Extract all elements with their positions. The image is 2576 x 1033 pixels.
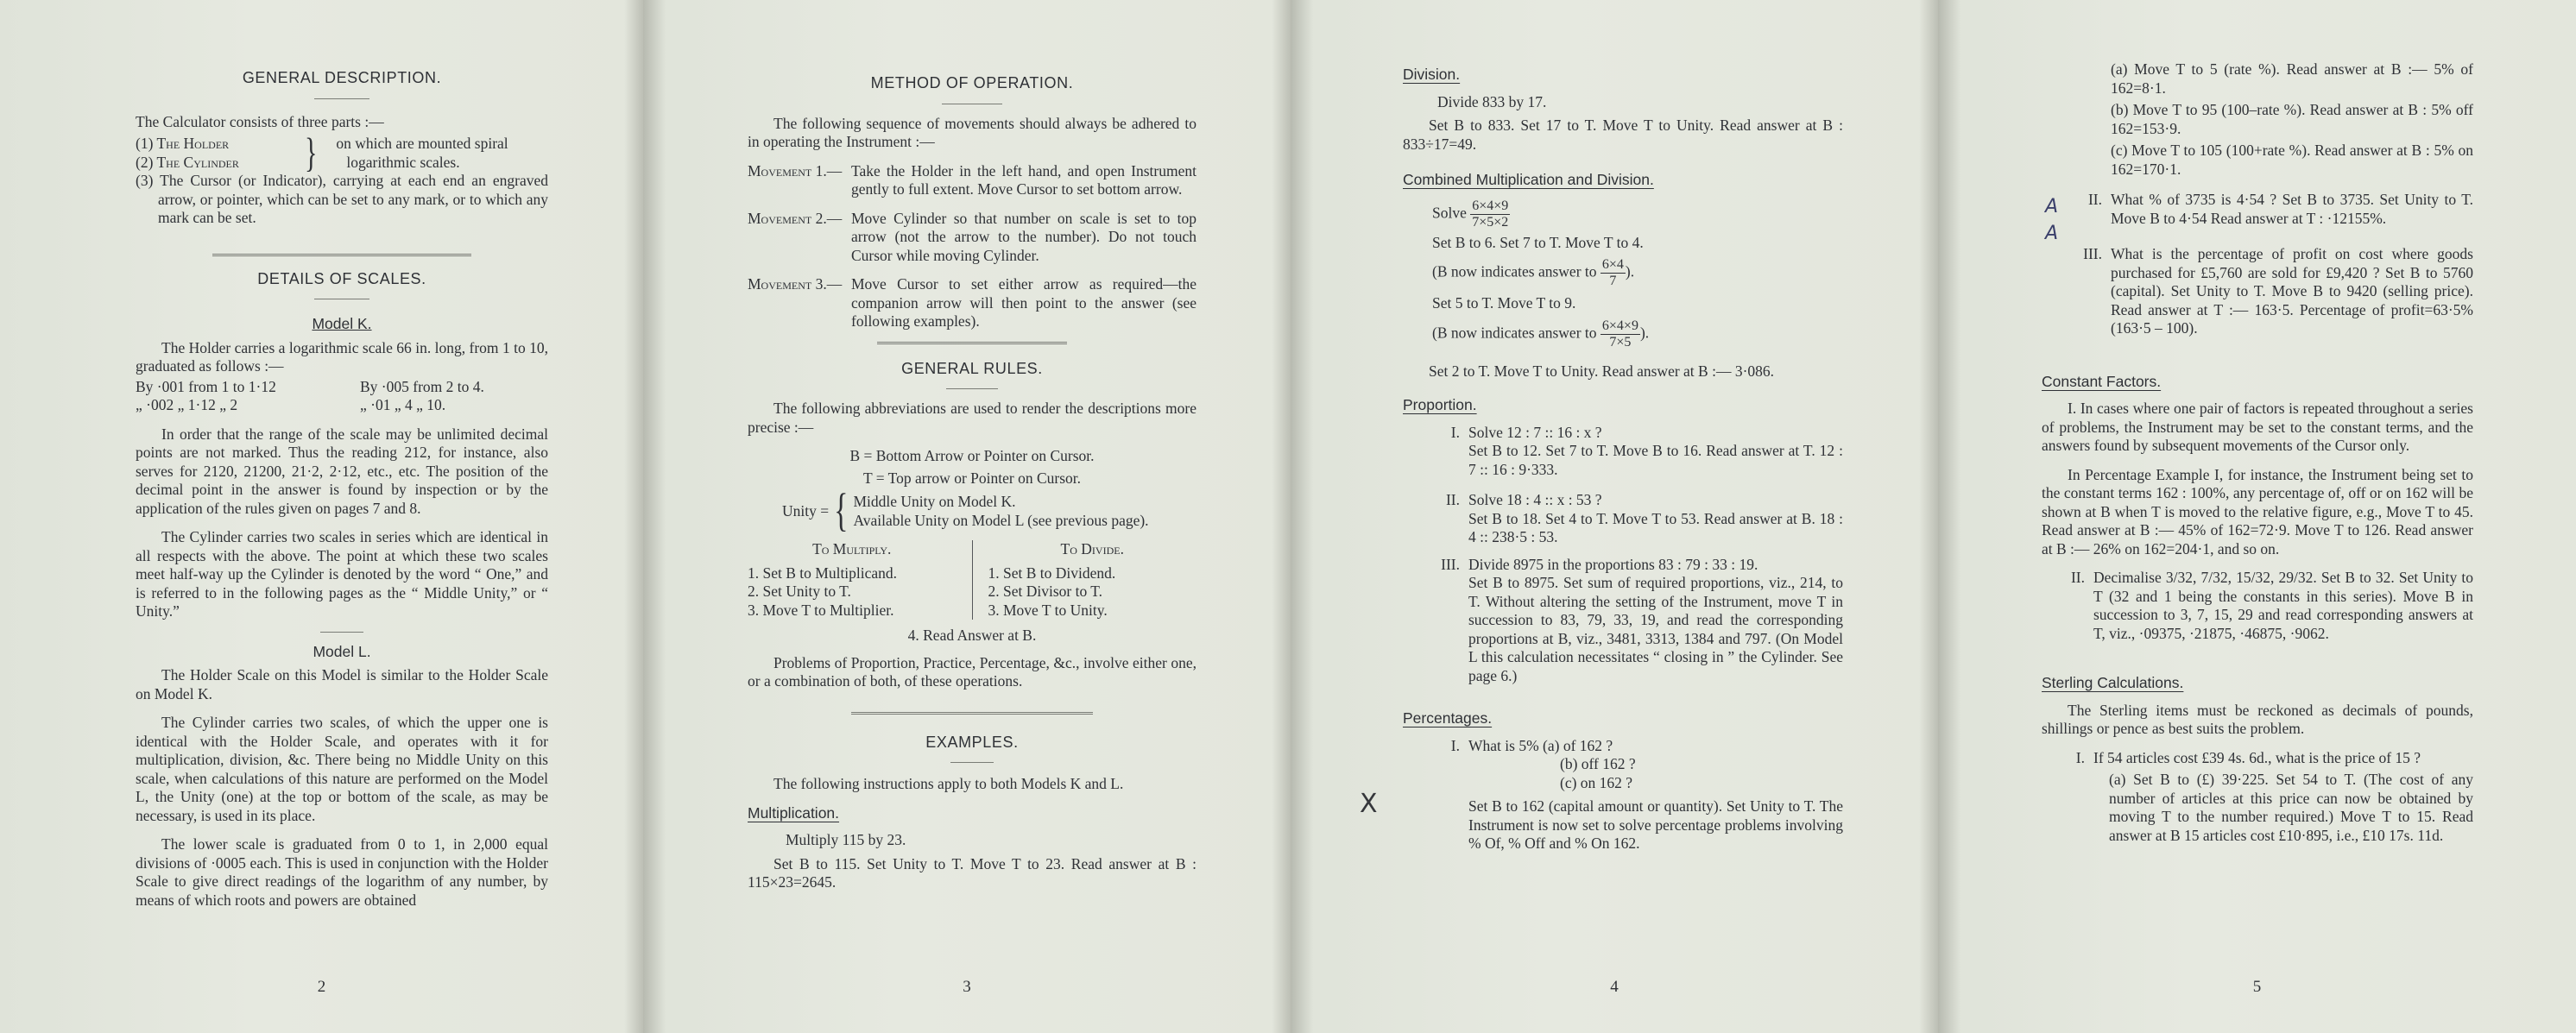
divide-step: 2. Set Divisor to T. bbox=[988, 583, 1103, 600]
intro-text: The Calculator consists of three parts :— bbox=[136, 112, 384, 130]
pencil-a-mark: A bbox=[2045, 223, 2059, 244]
heading-details-of-scales: DETAILS OF SCALES. bbox=[257, 269, 426, 287]
division-answer: Set B to 833. Set 17 to T. Move T to Unity. Read answer at B : 833÷17=49. bbox=[1403, 117, 1843, 153]
part-holder-desc: on which are mounted spiral bbox=[336, 135, 508, 152]
sterling-text: The Sterling items must be reckoned as decimals of pounds, shillings or pence as best suits the problem. bbox=[2042, 701, 2473, 737]
heading-percentages: Percentages. bbox=[1403, 709, 1493, 727]
heading-constant-factors: Constant Factors. bbox=[2042, 372, 2162, 390]
combined-step: Set B to 6. Set 7 to T. Move T to 4. bbox=[1432, 233, 1644, 251]
abbreviations-text: The following abbreviations are used to render the descriptions more precise :— bbox=[748, 400, 1196, 436]
heading-to-multiply: To Multiply. bbox=[812, 540, 892, 557]
percent-example-2: II. What % of 3735 is 4·54 ? Set B to 3735. Set Unity to T. Move B to 4·54 Read answer at T : ·12155%. bbox=[2087, 191, 2473, 227]
part-cylinder-desc: logarithmic scales. bbox=[346, 153, 460, 171]
b-definition: B = Bottom Arrow or Pointer on Cursor. bbox=[849, 447, 1095, 464]
division-example: Divide 833 by 17. bbox=[1437, 92, 1547, 110]
scale-row-2: „ ·002 „ 1·12 „ 2 „ ·01 „ 4 „ 10. bbox=[136, 396, 446, 413]
rules-columns bbox=[748, 540, 1196, 620]
multiply-step: 2. Set Unity to T. bbox=[748, 583, 851, 600]
divide-step: 1. Set B to Dividend. bbox=[988, 564, 1116, 582]
page-5 bbox=[1938, 0, 2576, 1033]
proportion-1: I. Solve 12 : 7 :: 16 : x ? Set B to 12. Set 7 to T. Move B to 16. Read answer at T. 12 : 7 :: 16 : 9·333. bbox=[1450, 423, 1843, 478]
percent-answer-a: (a) Move T to 5 (rate %). Read answer at B :— 5% of 162=8·1. bbox=[2111, 60, 2473, 97]
pencil-x-mark: X bbox=[1360, 789, 1378, 819]
divider bbox=[851, 712, 1093, 715]
fraction: $\frac{6\times 4\times 9}{7\times 5\times 2}$ bbox=[1472, 198, 1509, 230]
page-content bbox=[1403, 66, 1843, 864]
page-content bbox=[136, 60, 548, 920]
heading-division: Division. bbox=[1403, 66, 1461, 83]
heading-to-divide: To Divide. bbox=[1060, 540, 1124, 557]
follow-text: The following instructions apply to both Models K and L. bbox=[773, 775, 1124, 792]
movement-3: Movement 3.— Move Cursor to set either arrow as required—the companion arrow will then point to the answer (see following examples). bbox=[748, 275, 1196, 330]
combined-step: (B now indicates answer to $\frac{6\times 4}{7}$ ). bbox=[1432, 257, 1635, 288]
multiply-step: 1. Set B to Multiplicand. bbox=[748, 564, 898, 582]
heading-combined: Combined Multiplication and Division. bbox=[1403, 171, 1654, 188]
sequence-text: The following sequence of movements should always be adhered to in operating the Instrument :— bbox=[748, 114, 1196, 150]
unity-definition: Unity = { Middle Unity on Model K. Available Unity on Model L (see previous page). bbox=[782, 485, 1149, 537]
problems-text: Problems of Proportion, Practice, Percentage, &c., involve either one, or a combination of both, of these operations. bbox=[748, 653, 1196, 690]
lower-scale-text: The lower scale is graduated from 0 to 1, in 2,000 equal divisions of ·0005 each. This is used in conjunction with the Holder Scale to give direct readings of the logarithm of any number, by means of which roots and powers are obtained bbox=[136, 835, 548, 909]
percent-example-3: III. What is the percentage of profit on cost where goods purchased for £5,760 are sold for £9,420 ? Set B to 5760 (capital). Set Unity to T. Move B to 9420 (selling price). Read answer at T :— 163·5. Percentage of profit=63·5% (163·5 – 100). bbox=[2083, 245, 2473, 337]
proportion-3: III. Divide 8975 in the proportions 83 : 79 : 33 : 19. Set B to 8975. Set sum of required proportions, viz., 214, to T. Without altering the setting of the Instrument, move T in succession to 83, 79, 33, 19, and read the corresponding proportions at B, viz., 3481, 3313, 1384 and 797. (On Model L this calculation necessitates “ closing in ” the Cylinder. See page 6.) bbox=[1441, 555, 1843, 684]
step-4: 4. Read Answer at B. bbox=[907, 627, 1037, 644]
part-cylinder: (2) The Cylinder bbox=[136, 153, 239, 171]
t-definition: T = Top arrow or Pointer on Cursor. bbox=[862, 469, 1081, 487]
combined-answer: Set 2 to T. Move T to Unity. Read answer at B :— 3·086. bbox=[1429, 362, 1775, 380]
cylinder-l-text: The Cylinder carries two scales, of which the upper one is identical with the Holder Scale, and operates with it for multiplication, division, &c. There being no Middle Unity on this scale, when calculations of this nature are performed on the Model L, the Unity (one) at the top or bottom of the scale, as may be necessary, is used in its place. bbox=[136, 714, 548, 824]
constant-text-1: I. In cases where one pair of factors is repeated throughout a series of problems, the Instrument may be set to the constant terms, and the answers found by subsequent movements of the Cursor only. bbox=[2042, 400, 2473, 454]
divider bbox=[946, 388, 998, 389]
heading-general-description: GENERAL DESCRIPTION. bbox=[242, 69, 442, 86]
heading-proportion: Proportion. bbox=[1403, 396, 1477, 413]
part-holder: (1) The Holder bbox=[136, 135, 230, 152]
column-divider bbox=[972, 540, 973, 620]
multiplication-example: Multiply 115 by 23. bbox=[786, 831, 906, 848]
page-content bbox=[748, 66, 1196, 903]
pencil-a-mark: A bbox=[2045, 196, 2059, 217]
fraction: $\frac{6\times 4\times 9}{7\times 5}$ bbox=[1601, 318, 1638, 350]
part-cursor: (3) The Cursor (or Indicator), carrying at each end an engraved arrow, or pointer, which can be set to any mark, or to which any mark can be set. bbox=[136, 172, 548, 226]
page-number: 5 bbox=[2252, 978, 2262, 996]
page-number: 3 bbox=[963, 978, 971, 996]
divider bbox=[320, 632, 363, 633]
combined-problem: Solve $\frac{6\times 4\times 9}{7\times 5\times 2}$ bbox=[1432, 198, 1509, 230]
fraction: $\frac{6\times 4}{7}$ bbox=[1601, 257, 1624, 288]
heading-model-l: Model L. bbox=[313, 642, 371, 660]
sterling-example-1: I. If 54 articles cost £39 4s. 6d., what is the price of 15 ? (a) Set B to (£) 39·225. Set 54 to T. (The cost of any number of articles at this price can now be obtained by moving T to the number required.) Move T to 15. Read answer at B 15 articles cost £10·895, i.e., £10 17s. 11d. bbox=[2075, 748, 2473, 844]
brace-glyph: { bbox=[834, 485, 849, 537]
page-content bbox=[2042, 60, 2473, 859]
page-number: 2 bbox=[317, 978, 326, 996]
movement-1: Movement 1.— Take the Holder in the left hand, and open Instrument gently to full extent. Move Cursor to set bottom arrow. bbox=[748, 161, 1196, 198]
page-4 bbox=[1291, 0, 1938, 1033]
combined-step: (B now indicates answer to $\frac{6\times 4\times 9}{7\times 5}$ ). bbox=[1432, 318, 1650, 350]
percent-answer-c: (c) Move T to 105 (100+rate %). Read answer at B : 5% on 162=170·1. bbox=[2111, 142, 2473, 178]
divider bbox=[212, 254, 471, 256]
brace-glyph: } bbox=[305, 129, 318, 176]
proportion-2: II. Solve 18 : 4 :: x : 53 ? Set B to 18. Set 4 to T. Move T to 53. Read answer at B. 18 : 4 :: 238·5 : 53. bbox=[1445, 491, 1843, 545]
page-2 bbox=[0, 0, 643, 1033]
page-3 bbox=[643, 0, 1291, 1033]
decimal-text: In order that the range of the scale may be unlimited decimal points are not marked. Thus the reading 212, for instance, also serves for 2120, 21200, 21·2, 2·12, etc., etc. The position of the decimal point in the answer is found by inspection or by the application of the rules given on pages 7 and 8. bbox=[136, 425, 548, 517]
divider bbox=[950, 762, 994, 763]
scale-row-1: By ·001 from 1 to 1·12 By ·005 from 2 to 4. bbox=[136, 377, 484, 395]
holder-text: The Holder carries a logarithmic scale 66 in. long, from 1 to 10, graduated as follows :— bbox=[136, 338, 548, 375]
percent-answer-b: (b) Move T to 95 (100–rate %). Read answer at B : 5% off 162=153·9. bbox=[2111, 101, 2473, 137]
percentage-1: I. What is 5% (a) of 162 ? (b) off 162 ? (c) on 162 ? Set B to 162 (capital amount or quantity). Set Unity to T. The Instrument is now set to solve percentage problems involving % Of, % Off and % On 162. bbox=[1450, 736, 1843, 852]
heading-multiplication: Multiplication. bbox=[748, 803, 840, 822]
multiply-step: 3. Move T to Multiplier. bbox=[748, 601, 894, 619]
constant-text-2: In Percentage Example I, for instance, the Instrument being set to the constant terms 162 : 100%, any percentage of, off or on 162 will be shown at B when T is moved to the relative figure, e.g., Move T to 45. Read answer at B :— 45% of 162=72·9. Move T to 126. Read answer at B :— 26% on 162=204·1, and so on. bbox=[2042, 465, 2473, 557]
heading-sterling: Sterling Calculations. bbox=[2042, 674, 2184, 691]
heading-examples: EXAMPLES. bbox=[925, 733, 1019, 751]
divide-step: 3. Move T to Unity. bbox=[988, 601, 1108, 619]
heading-model-k: Model K. bbox=[312, 315, 372, 332]
divider bbox=[314, 98, 369, 99]
heading-general-rules: GENERAL RULES. bbox=[901, 359, 1043, 377]
divider bbox=[877, 342, 1067, 344]
constant-example-2: II. Decimalise 3/32, 7/32, 15/32, 29/32. Set B to 32. Set Unity to T (32 and 1 being the constants in this series). Move B in succession to 3, 7, 15, 29 and read corresponding answers at T, viz., ·09375, ·21875, ·46875, ·9062. bbox=[2070, 569, 2473, 642]
holder-l-text: The Holder Scale on this Model is similar to the Holder Scale on Model K. bbox=[136, 666, 548, 702]
heading-method-of-operation: METHOD OF OPERATION. bbox=[870, 74, 1074, 91]
parts-list bbox=[136, 129, 548, 176]
cylinder-text: The Cylinder carries two scales in series which are identical in all respects with the above. The point at which these two scales meet half-way up the Cylinder is denoted by the word “ One,” and is referred to in the following pages as the “ Middle Unity,” or “ Unity.” bbox=[136, 528, 548, 620]
multiplication-answer: Set B to 115. Set Unity to T. Move T to 23. Read answer at B : 115×23=2645. bbox=[748, 854, 1196, 891]
movement-2: Movement 2.— Move Cylinder so that number on scale is set to top arrow (not the arrow to the number). Do not touch Cursor while moving Cylinder. bbox=[748, 209, 1196, 264]
page-number: 4 bbox=[1610, 978, 1619, 996]
combined-step: Set 5 to T. Move T to 9. bbox=[1432, 294, 1576, 312]
